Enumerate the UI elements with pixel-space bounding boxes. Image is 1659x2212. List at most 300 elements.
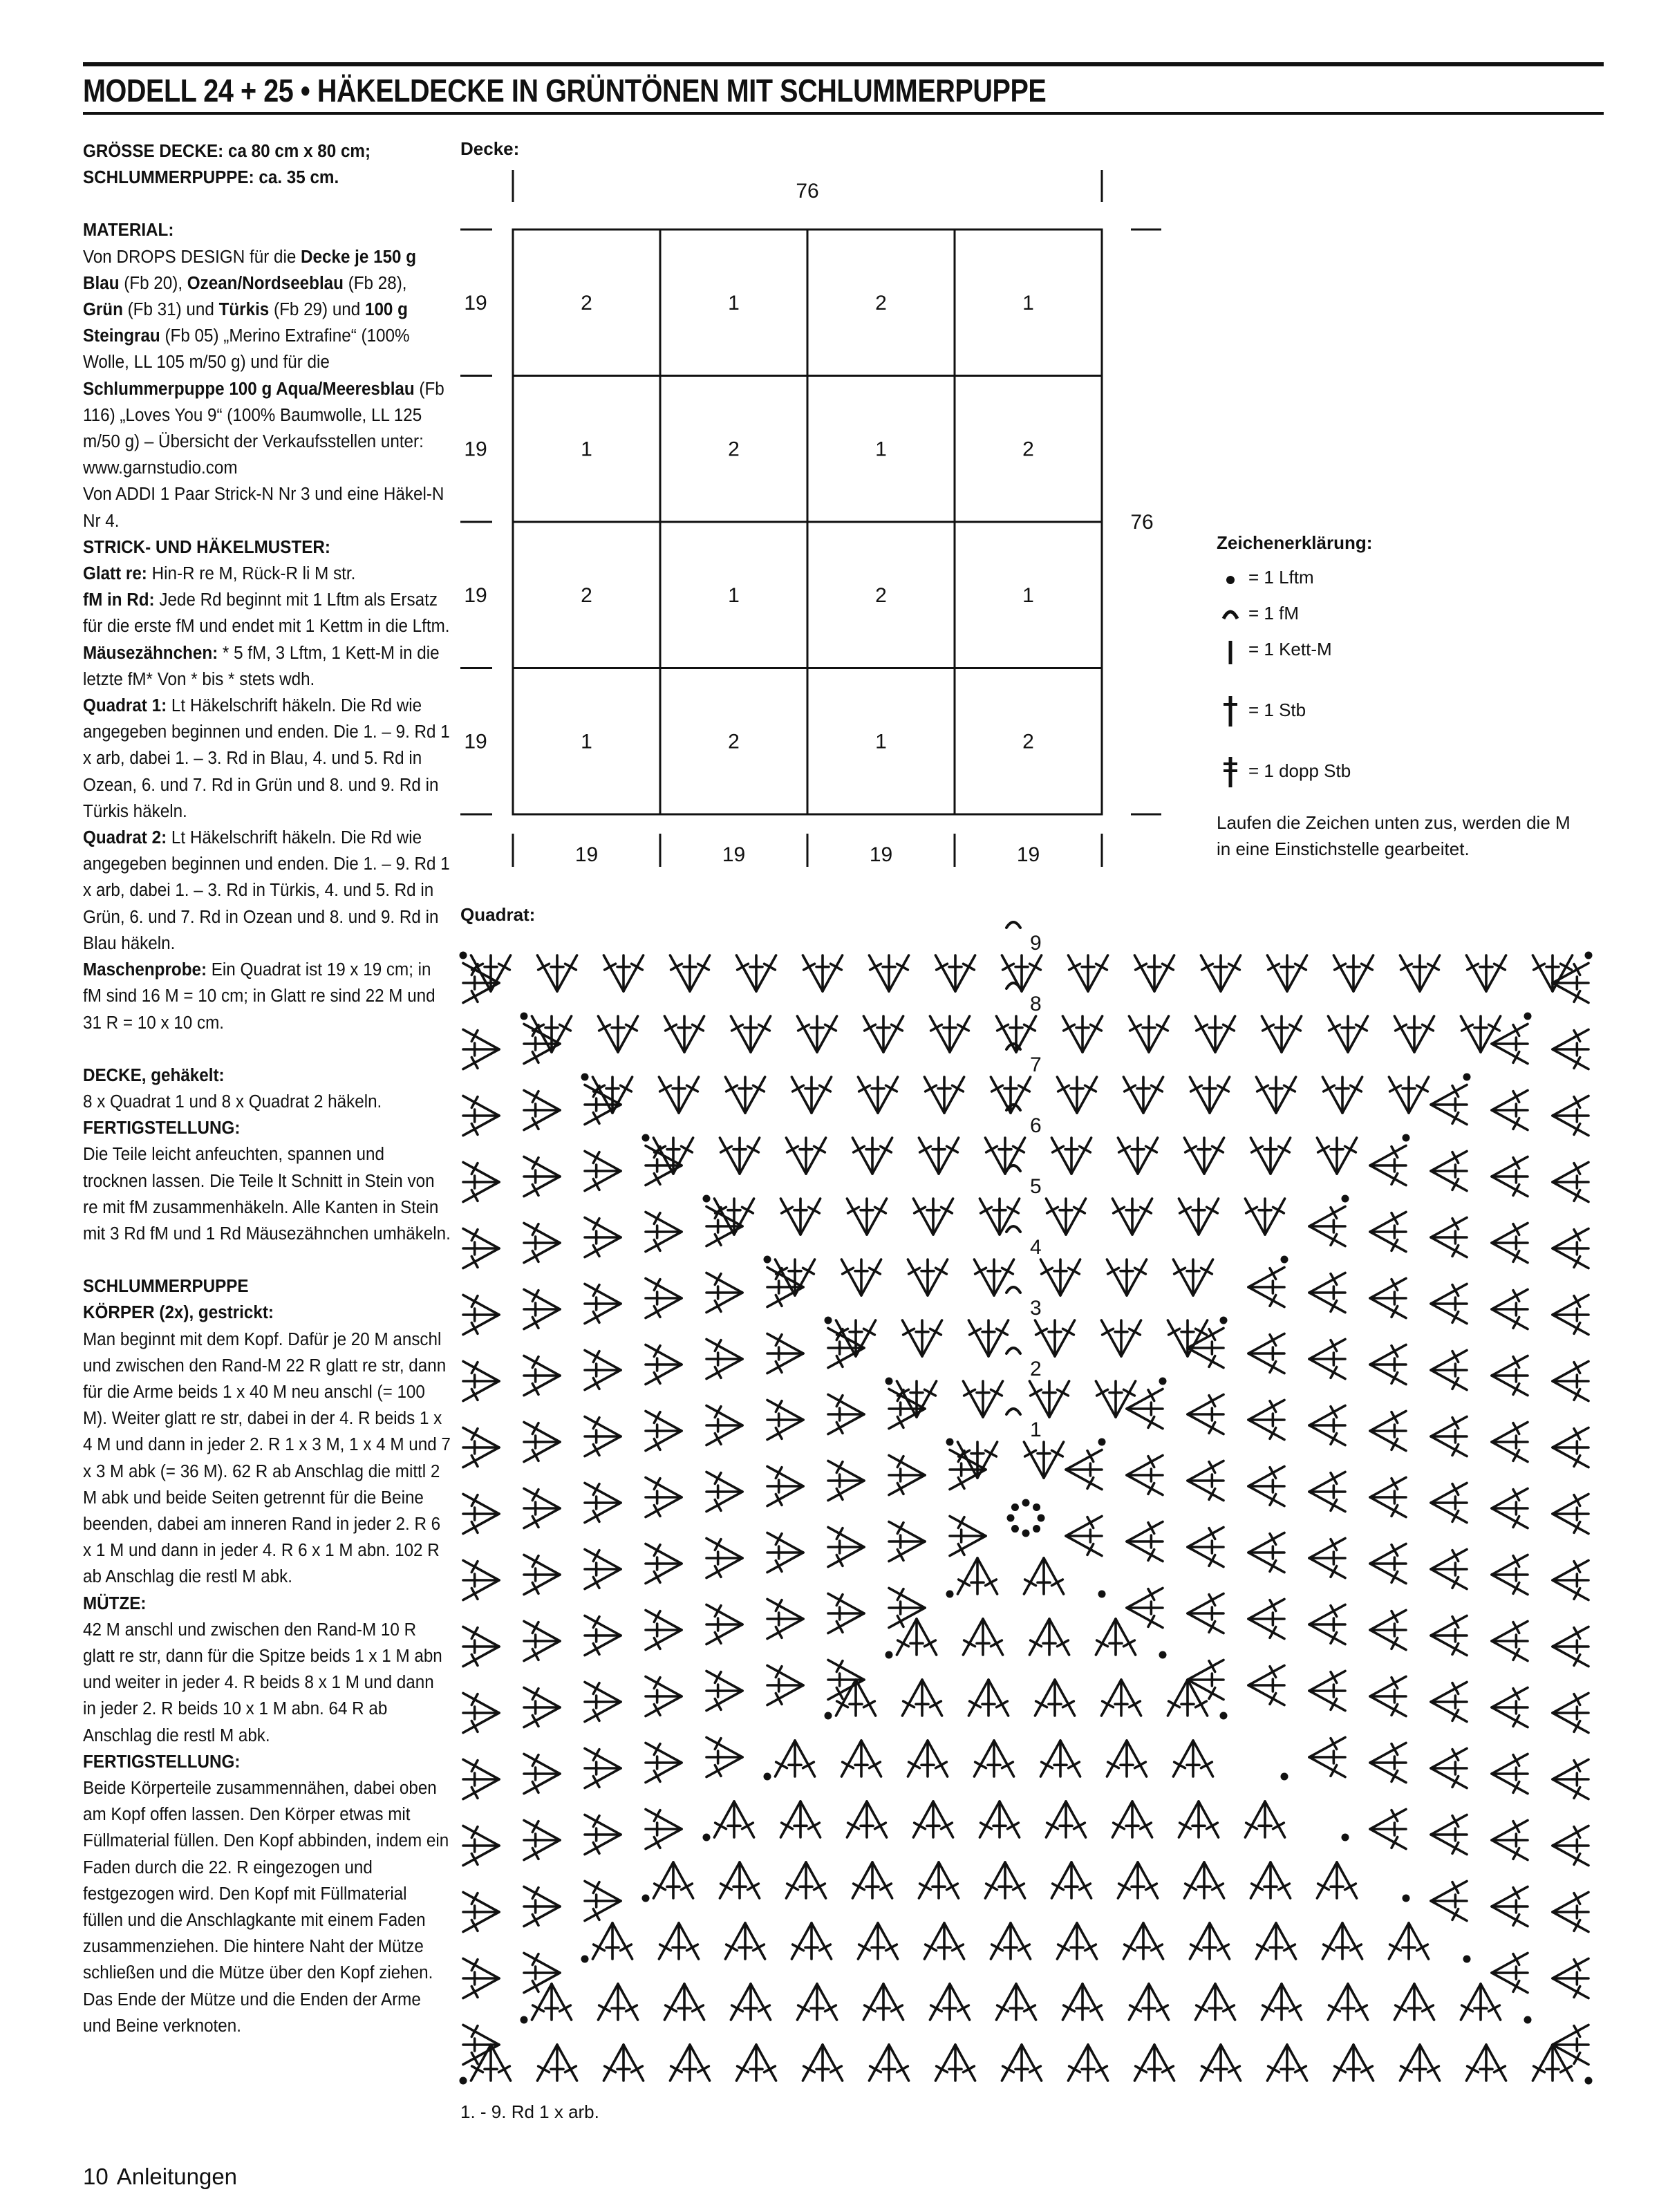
stitch-crossbar [1097, 1389, 1108, 1396]
stitch-crossbar [654, 1240, 660, 1251]
stitch-crossbar [532, 1318, 538, 1329]
stitch-crossbar [471, 1097, 478, 1108]
stitch-line [889, 1521, 925, 1541]
stitch-crossbar [836, 1396, 843, 1407]
stitch-crossbar [1452, 1909, 1459, 1920]
stitch-crossbar [715, 1235, 721, 1246]
stitch-crossbar [654, 1412, 660, 1423]
stitch-line [1262, 1016, 1282, 1052]
stitch-crossbar [947, 1146, 958, 1152]
stitch-line [1328, 1984, 1348, 2020]
stitch-line [1492, 1442, 1528, 1462]
stitch-crossbar [1157, 2005, 1168, 2012]
stitch-crossbar [727, 1085, 738, 1091]
stitch-line [1492, 1973, 1528, 1993]
stitch-line [1492, 1090, 1528, 1110]
stitch-line [1267, 2045, 1287, 2081]
stitch-crossbar [654, 1572, 660, 1583]
stitch-crossbar [1362, 964, 1373, 970]
stitch-crossbar [671, 964, 682, 970]
stitch-crossbar [1052, 1450, 1063, 1456]
stitch-line [1002, 955, 1022, 991]
stitch-crossbar [1069, 2066, 1080, 2072]
stitch-line [919, 1138, 939, 1174]
stitch-line [1466, 2045, 1486, 2081]
stitch-line [585, 1416, 621, 1436]
stitch-line [1215, 1016, 1235, 1052]
stitch-crossbar [787, 1146, 798, 1152]
stitch-line [1370, 1676, 1406, 1696]
stitch-crossbar [892, 2005, 903, 2012]
stitch-crossbar [621, 1085, 632, 1091]
stitch-crossbar [897, 1589, 903, 1600]
stitch-line [823, 955, 843, 991]
stitch-line [1051, 1862, 1071, 1898]
stitch-crossbar [776, 1627, 782, 1638]
stitch-line [646, 1477, 682, 1497]
stitch-line [585, 1436, 621, 1456]
stitch-crossbar [1042, 1762, 1053, 1768]
stitch-line [1553, 1494, 1588, 1514]
stitch-crossbar [532, 1291, 538, 1302]
stitch-line [872, 1862, 892, 1898]
stitch-line [1210, 1077, 1230, 1113]
stitch-crossbar [1391, 1213, 1398, 1224]
stitch-line [974, 1259, 994, 1295]
stitch-line [463, 1580, 499, 1600]
stitch-line [1127, 1455, 1163, 1475]
stitch-line [1190, 1077, 1210, 1113]
stitch-crossbar [1452, 1086, 1459, 1097]
stitch-line [867, 1199, 887, 1235]
stitch-crossbar [1329, 2005, 1340, 2012]
stitch-line [1394, 1984, 1414, 2020]
stitch-line [1553, 1978, 1588, 1998]
stitch-crossbar [533, 1024, 544, 1031]
stitch-line [1077, 1077, 1097, 1113]
stitch-line [646, 1743, 682, 1763]
decke-text: 8 x Quadrat 1 und 8 x Quadrat 2 häkeln. [83, 1091, 382, 1112]
stitch-line [867, 1801, 887, 1837]
stitch-crossbar [1091, 1024, 1102, 1031]
stitch-line [991, 1077, 1011, 1113]
stitch-crossbar [593, 1351, 599, 1362]
stitch-crossbar [915, 1207, 926, 1213]
stitch-crossbar [898, 1640, 909, 1647]
stitch-crossbar [715, 1367, 721, 1378]
stitch-crossbar [1391, 1506, 1398, 1517]
stitch-line [1082, 1984, 1103, 2020]
material-text [83, 244, 451, 482]
stitch-crossbar [1169, 1329, 1180, 1335]
stitch-crossbar [593, 1246, 599, 1257]
stitch-line [491, 955, 511, 991]
stitch-line [897, 1619, 917, 1655]
stitch-crossbar [1270, 1667, 1276, 1678]
stitch-line [1250, 1862, 1271, 1898]
sc-arc-icon [1006, 1165, 1020, 1171]
chain-dot [1281, 1256, 1288, 1264]
stitch-crossbar [1534, 2066, 1545, 2072]
stitch-crossbar [1024, 2005, 1035, 2012]
stitch-crossbar [732, 1024, 743, 1031]
stitch-crossbar [532, 1689, 538, 1700]
stitch-line [537, 955, 557, 991]
stitch-line [1188, 1527, 1224, 1547]
stitch-crossbar [1036, 1701, 1047, 1707]
stitch-line [745, 1923, 765, 1959]
stitch-line [1088, 2045, 1108, 2081]
stitch-crossbar [671, 2066, 682, 2072]
stitch-crossbar [1324, 1944, 1335, 1951]
stitch-crossbar [1468, 964, 1479, 970]
stitch-line [1553, 1560, 1588, 1580]
stitch-crossbar [654, 1545, 660, 1556]
stitch-crossbar [654, 1373, 660, 1384]
stitch-crossbar [654, 1213, 660, 1224]
stitch-line [585, 1483, 621, 1503]
stitch-line [1204, 1138, 1224, 1174]
stitch-line [1188, 1660, 1224, 1680]
stitch-line [1309, 1359, 1345, 1379]
stitch-line [1066, 1470, 1102, 1490]
stitch-crossbar [1209, 1688, 1215, 1699]
chain-dot [1159, 1378, 1167, 1385]
stitch-line [618, 1016, 638, 1052]
stitch-line [1486, 2045, 1506, 2081]
stitch-line [1016, 1984, 1036, 2020]
stitch-line [1317, 1138, 1337, 1174]
stitch-line [1533, 955, 1553, 991]
stitch-line [1188, 1613, 1224, 1633]
stitch-crossbar [593, 1617, 599, 1628]
stitch-crossbar [621, 1944, 632, 1951]
stitch-crossbar [803, 1268, 814, 1274]
stitch-crossbar [1270, 1428, 1276, 1439]
stitch-crossbar [1391, 1744, 1398, 1755]
stitch-line [1486, 955, 1506, 991]
stitch-crossbar [1268, 964, 1280, 970]
page-footer [83, 2164, 245, 2190]
stitch-crossbar [776, 1561, 782, 1572]
stitch-line [985, 1138, 1005, 1174]
stitch-line [861, 1259, 881, 1295]
stitch-line [1184, 1138, 1204, 1174]
stitch-line [856, 1680, 876, 1716]
decke-cell-number: 2 [1022, 730, 1034, 753]
stitch-line [1256, 1077, 1276, 1113]
stitch-line [659, 1077, 679, 1113]
stitch-line [817, 1016, 837, 1052]
stitch-line [1149, 1984, 1169, 2020]
round-label: 8 [1030, 993, 1042, 1015]
stitch-crossbar [1574, 1097, 1580, 1108]
pattern-item-text: * 5 fM, 3 Lftm, 1 Kett-M in die letzte fM* Von * bis * stets wdh. [83, 643, 440, 689]
stitch-line [1431, 1569, 1467, 1589]
stitch-crossbar [1428, 964, 1439, 970]
stitch-crossbar [1574, 1124, 1580, 1135]
stitch-crossbar [471, 1058, 478, 1069]
stitch-line [1040, 1741, 1060, 1777]
stitch-crossbar [875, 1823, 886, 1829]
stitch-line [585, 1768, 621, 1788]
chain-dot [1033, 1525, 1040, 1533]
stitch-crossbar [748, 1884, 759, 1890]
stitch-line [463, 1560, 499, 1580]
stitch-line [1035, 1320, 1055, 1356]
material-segment: Schlummerpuppe 100 g Aqua/Meeresblau [83, 379, 415, 399]
stitch-line [1121, 1680, 1141, 1716]
stitch-crossbar [1270, 1401, 1276, 1412]
stitch-line [603, 2045, 624, 2081]
stitch-crossbar [1513, 1450, 1519, 1461]
stitch-crossbar [1331, 1473, 1337, 1484]
stitch-crossbar [1013, 1146, 1024, 1152]
stitch-crossbar [1574, 1362, 1580, 1374]
decke-outline [513, 229, 1102, 814]
stitch-crossbar [776, 1468, 782, 1479]
stitch-line [1215, 1984, 1235, 2020]
stitch-crossbar [798, 1024, 809, 1031]
stitch-line [646, 1676, 682, 1696]
stitch-crossbar [1229, 964, 1240, 970]
stitch-line [1370, 1232, 1406, 1252]
stitch-line [1143, 1077, 1163, 1113]
stitch-crossbar [1391, 1174, 1398, 1185]
sc-arc-icon [1006, 1105, 1020, 1110]
stitch-line [767, 1619, 803, 1639]
stitch-line [935, 955, 955, 991]
stitch-crossbar [1229, 2066, 1240, 2072]
stitch-crossbar [1295, 964, 1306, 970]
stitch-crossbar [1103, 1329, 1114, 1335]
stitch-line [1309, 1425, 1345, 1445]
stitch-crossbar [687, 1085, 698, 1091]
stitch-line [1492, 1024, 1528, 1044]
stitch-crossbar [654, 1611, 660, 1622]
stitch-line [1245, 1801, 1265, 1837]
stitch-crossbar [765, 964, 776, 970]
stitch-crossbar [1103, 1701, 1114, 1707]
stitch-crossbar [1141, 1823, 1152, 1829]
stitch-crossbar [1074, 1207, 1085, 1213]
stitch-line [1096, 1619, 1116, 1655]
stitch-crossbar [1141, 1207, 1152, 1213]
stitch-crossbar [909, 1268, 920, 1274]
stitch-crossbar [793, 1085, 804, 1091]
stitch-line [1370, 1497, 1406, 1517]
stitch-line [463, 1029, 499, 1049]
stitch-crossbar [859, 1085, 870, 1091]
stitch-crossbar [776, 1428, 782, 1439]
stitch-line [996, 1016, 1016, 1052]
stitch-line [950, 1536, 986, 1556]
stitch-line [463, 1162, 499, 1182]
stitch-line [463, 1315, 499, 1335]
stitch-crossbar [1064, 1024, 1075, 1031]
stitch-line [463, 1427, 499, 1447]
stitch-line [1309, 1671, 1345, 1691]
stitch-line [745, 1077, 765, 1113]
stitch-line [1101, 1680, 1121, 1716]
stitch-crossbar [1284, 1085, 1295, 1091]
stitch-crossbar [1345, 1146, 1356, 1152]
stitch-line [1262, 1984, 1282, 2020]
legend-item [1217, 595, 1604, 631]
stitch-line [1431, 1416, 1467, 1436]
chain-dot [1342, 1195, 1349, 1203]
stitch-line [767, 1466, 803, 1486]
stitch-line [836, 1680, 856, 1716]
stitch-crossbar [1513, 1224, 1519, 1235]
stitch-crossbar [854, 1146, 865, 1152]
stitch-crossbar [471, 1694, 478, 1705]
stitch-crossbar [920, 1146, 931, 1152]
stitch-line [1492, 1840, 1528, 1860]
stitch-crossbar [1087, 1517, 1094, 1528]
stitch-crossbar [715, 1207, 727, 1213]
stitch-line [1370, 1763, 1406, 1783]
stitch-crossbar [881, 1146, 892, 1152]
stitch-line [585, 1503, 621, 1523]
stitch-line [1431, 1881, 1467, 1901]
stitch-crossbar [1209, 1661, 1215, 1672]
stitch-line [585, 1370, 621, 1390]
stitch-crossbar [1390, 1085, 1401, 1091]
chain-dot [703, 1195, 711, 1203]
stitch-crossbar [1452, 1550, 1459, 1562]
stitch-crossbar [958, 1544, 964, 1555]
stitch-crossbar [776, 1694, 782, 1705]
material-segment: Ozean/Nordseeblau [187, 273, 344, 293]
stitch-crossbar [1574, 2026, 1580, 2037]
stitch-crossbar [1494, 964, 1506, 970]
stitch-line [714, 1801, 734, 1837]
stitch-line [1431, 1503, 1467, 1523]
stitch-line [706, 1691, 742, 1711]
stitch-line [1071, 1862, 1091, 1898]
stitch-line [1414, 1984, 1434, 2020]
stitch-crossbar [864, 1701, 875, 1707]
stitch-line [463, 1182, 499, 1202]
stitch-line [1466, 955, 1486, 991]
stitch-line [1414, 1016, 1434, 1052]
stitch-line [1553, 1580, 1588, 1600]
stitch-line [1276, 1077, 1296, 1113]
stitch-crossbar [593, 1710, 599, 1721]
stitch-crossbar [926, 1944, 937, 1951]
legend-item [1217, 753, 1604, 789]
stitch-line [767, 1533, 803, 1553]
stitch-crossbar [1108, 1762, 1119, 1768]
stitch-line [974, 1741, 994, 1777]
stitch-line [1553, 983, 1588, 1003]
material-segment: Decke je 150 g Blau [83, 247, 417, 293]
stitch-crossbar [593, 1086, 599, 1097]
stitch-crossbar [471, 1230, 478, 1241]
stitch-line [1199, 1801, 1219, 1837]
stitch-crossbar [1146, 1884, 1157, 1890]
stitch-line [463, 1514, 499, 1534]
stitch-line [1370, 1365, 1406, 1385]
chain-dot [885, 1378, 893, 1385]
stitch-crossbar [1574, 1987, 1580, 1998]
chain-dot [1098, 1591, 1106, 1598]
stitch-line [767, 1599, 803, 1619]
stitch-crossbar [1136, 2066, 1147, 2072]
stitch-crossbar [593, 1113, 599, 1124]
stitch-line [828, 1414, 864, 1434]
stitch-crossbar [593, 1152, 599, 1163]
stitch-crossbar [782, 1823, 793, 1829]
stitch-line [828, 1328, 864, 1348]
stitch-crossbar [865, 1024, 876, 1031]
stitch-line [592, 1923, 612, 1959]
stitch-line [991, 1923, 1011, 1959]
stitch-crossbar [831, 964, 842, 970]
stitch-line [1370, 1544, 1406, 1564]
stitch-line [1553, 1826, 1588, 1846]
stitch-crossbar [593, 1816, 599, 1827]
stitch-crossbar [1169, 1701, 1180, 1707]
stitch-crossbar [471, 1721, 478, 1732]
legend-note: Laufen die Zeichen unten zus, werden die M in eine Einstichstelle gearbeitet. [1217, 812, 1571, 859]
stitch-crossbar [809, 1823, 820, 1829]
stitch-crossbar [660, 1085, 671, 1091]
stitch-line [1248, 1486, 1284, 1506]
stitch-line [1337, 1138, 1357, 1174]
stitch-crossbar [892, 1024, 903, 1031]
stitch-line [585, 1151, 621, 1171]
stitch-crossbar [532, 1052, 538, 1063]
chain-dot [1403, 1134, 1410, 1142]
stitch-line [585, 1682, 621, 1702]
stitch-crossbar [532, 1384, 538, 1395]
stitch-line [933, 1199, 953, 1235]
stitch-line [1002, 2045, 1022, 2081]
stitch-line [1276, 1923, 1296, 1959]
stitch-crossbar [930, 1329, 941, 1335]
stitch-line [585, 1881, 621, 1901]
stitch-line [930, 1016, 950, 1052]
stitch-crossbar [1064, 2005, 1075, 2012]
stitch-crossbar [959, 1580, 970, 1586]
stitch-line [1431, 1304, 1467, 1324]
stitch-crossbar [632, 964, 643, 970]
stitch-crossbar [870, 964, 881, 970]
stitch-crossbar [1013, 1884, 1024, 1890]
stitch-line [950, 1016, 970, 1052]
decke-col-width: 19 [722, 843, 746, 866]
stitch-line [1553, 1846, 1588, 1866]
stitch-crossbar [1331, 1500, 1337, 1511]
stitch-crossbar [471, 1124, 478, 1135]
stitch-crossbar [964, 2066, 975, 2072]
stitch-crossbar [1202, 964, 1213, 970]
stitch-crossbar [715, 1500, 721, 1511]
stitch-line [679, 1923, 699, 1959]
decke-col-width: 19 [574, 843, 599, 866]
stitch-crossbar [715, 1301, 721, 1312]
stitch-crossbar [837, 1701, 848, 1707]
chain-dot [1011, 1525, 1019, 1533]
decke-cell-number: 1 [875, 438, 887, 461]
stitch-crossbar [626, 1024, 637, 1031]
stitch-crossbar [848, 1823, 859, 1829]
stitch-line [646, 1278, 682, 1298]
chain-dot [1033, 1503, 1040, 1511]
pattern-item [83, 587, 451, 639]
